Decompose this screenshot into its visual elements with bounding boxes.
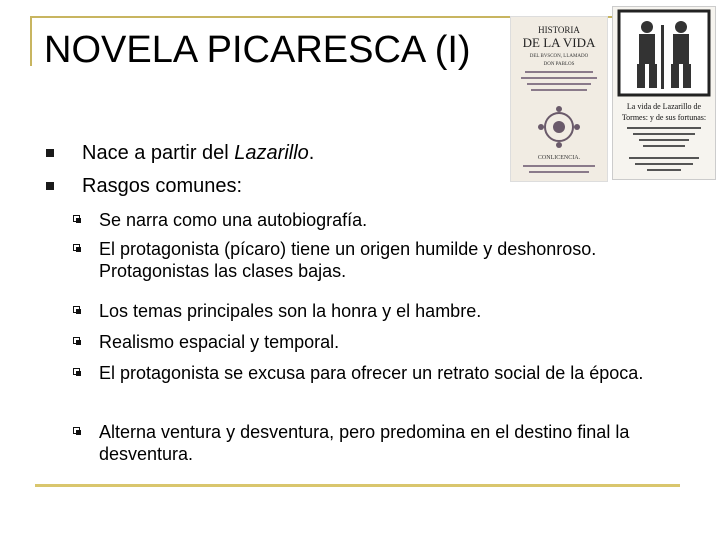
sub-bullet-text: El protagonista (pícaro) tiene un origen humilde y deshonroso. Protagonistas las clases bajas. <box>99 239 597 281</box>
slide-title: NOVELA PICARESCA (I) <box>44 29 471 71</box>
checkbox-bullet-icon <box>73 337 80 344</box>
title-frame-left <box>30 16 32 66</box>
book-cover-lazarillo-image <box>612 6 716 180</box>
bullet-text: Rasgos comunes: <box>82 175 243 197</box>
sub-bullet-autobiografia <box>99 209 689 231</box>
book-cover-buscon-image <box>510 16 608 182</box>
bullet-text: Nace a partir del Lazarillo. <box>82 142 315 164</box>
cover1-line5: CONLICENCIA. <box>537 155 581 161</box>
sub-bullet-realismo <box>99 331 689 353</box>
sub-bullet-retrato-social <box>99 362 689 384</box>
sub-bullet-ventura-desventura <box>99 421 689 465</box>
sub-bullet-temas <box>99 300 689 322</box>
cover1-line4: DON PABLOS <box>543 62 575 67</box>
cover1-line2: DE LA VIDA <box>522 35 596 50</box>
checkbox-bullet-icon <box>73 244 80 251</box>
footer-rule <box>35 484 680 487</box>
checkbox-bullet-icon <box>73 368 80 375</box>
sub-bullet-text: El protagonista se excusa para ofrecer un retrato social de la época. <box>99 363 644 383</box>
cover1-line3: DEL BVSCON, LLAMADO <box>529 54 589 59</box>
sub-bullet-text: Realismo espacial y temporal. <box>99 332 340 352</box>
checkbox-bullet-icon <box>73 306 80 313</box>
checkbox-bullet-icon <box>73 215 80 222</box>
cover1-line1: HISTORIA <box>538 25 580 35</box>
cover2-line1: La vida de Lazarillo de <box>626 102 702 111</box>
sub-bullet-protagonista-origen <box>99 238 689 282</box>
square-bullet-icon <box>46 182 54 190</box>
square-bullet-icon <box>46 149 54 157</box>
sub-bullet-text: Los temas principales son la honra y el hambre. <box>99 301 482 321</box>
sub-bullet-text: Se narra como una autobiografía. <box>99 210 368 230</box>
sub-bullet-text: Alterna ventura y desventura, pero predomina en el destino final la desventura. <box>99 422 630 464</box>
checkbox-bullet-icon <box>73 427 80 434</box>
cover2-line2: Tormes: y de sus fortunas: <box>621 113 707 122</box>
